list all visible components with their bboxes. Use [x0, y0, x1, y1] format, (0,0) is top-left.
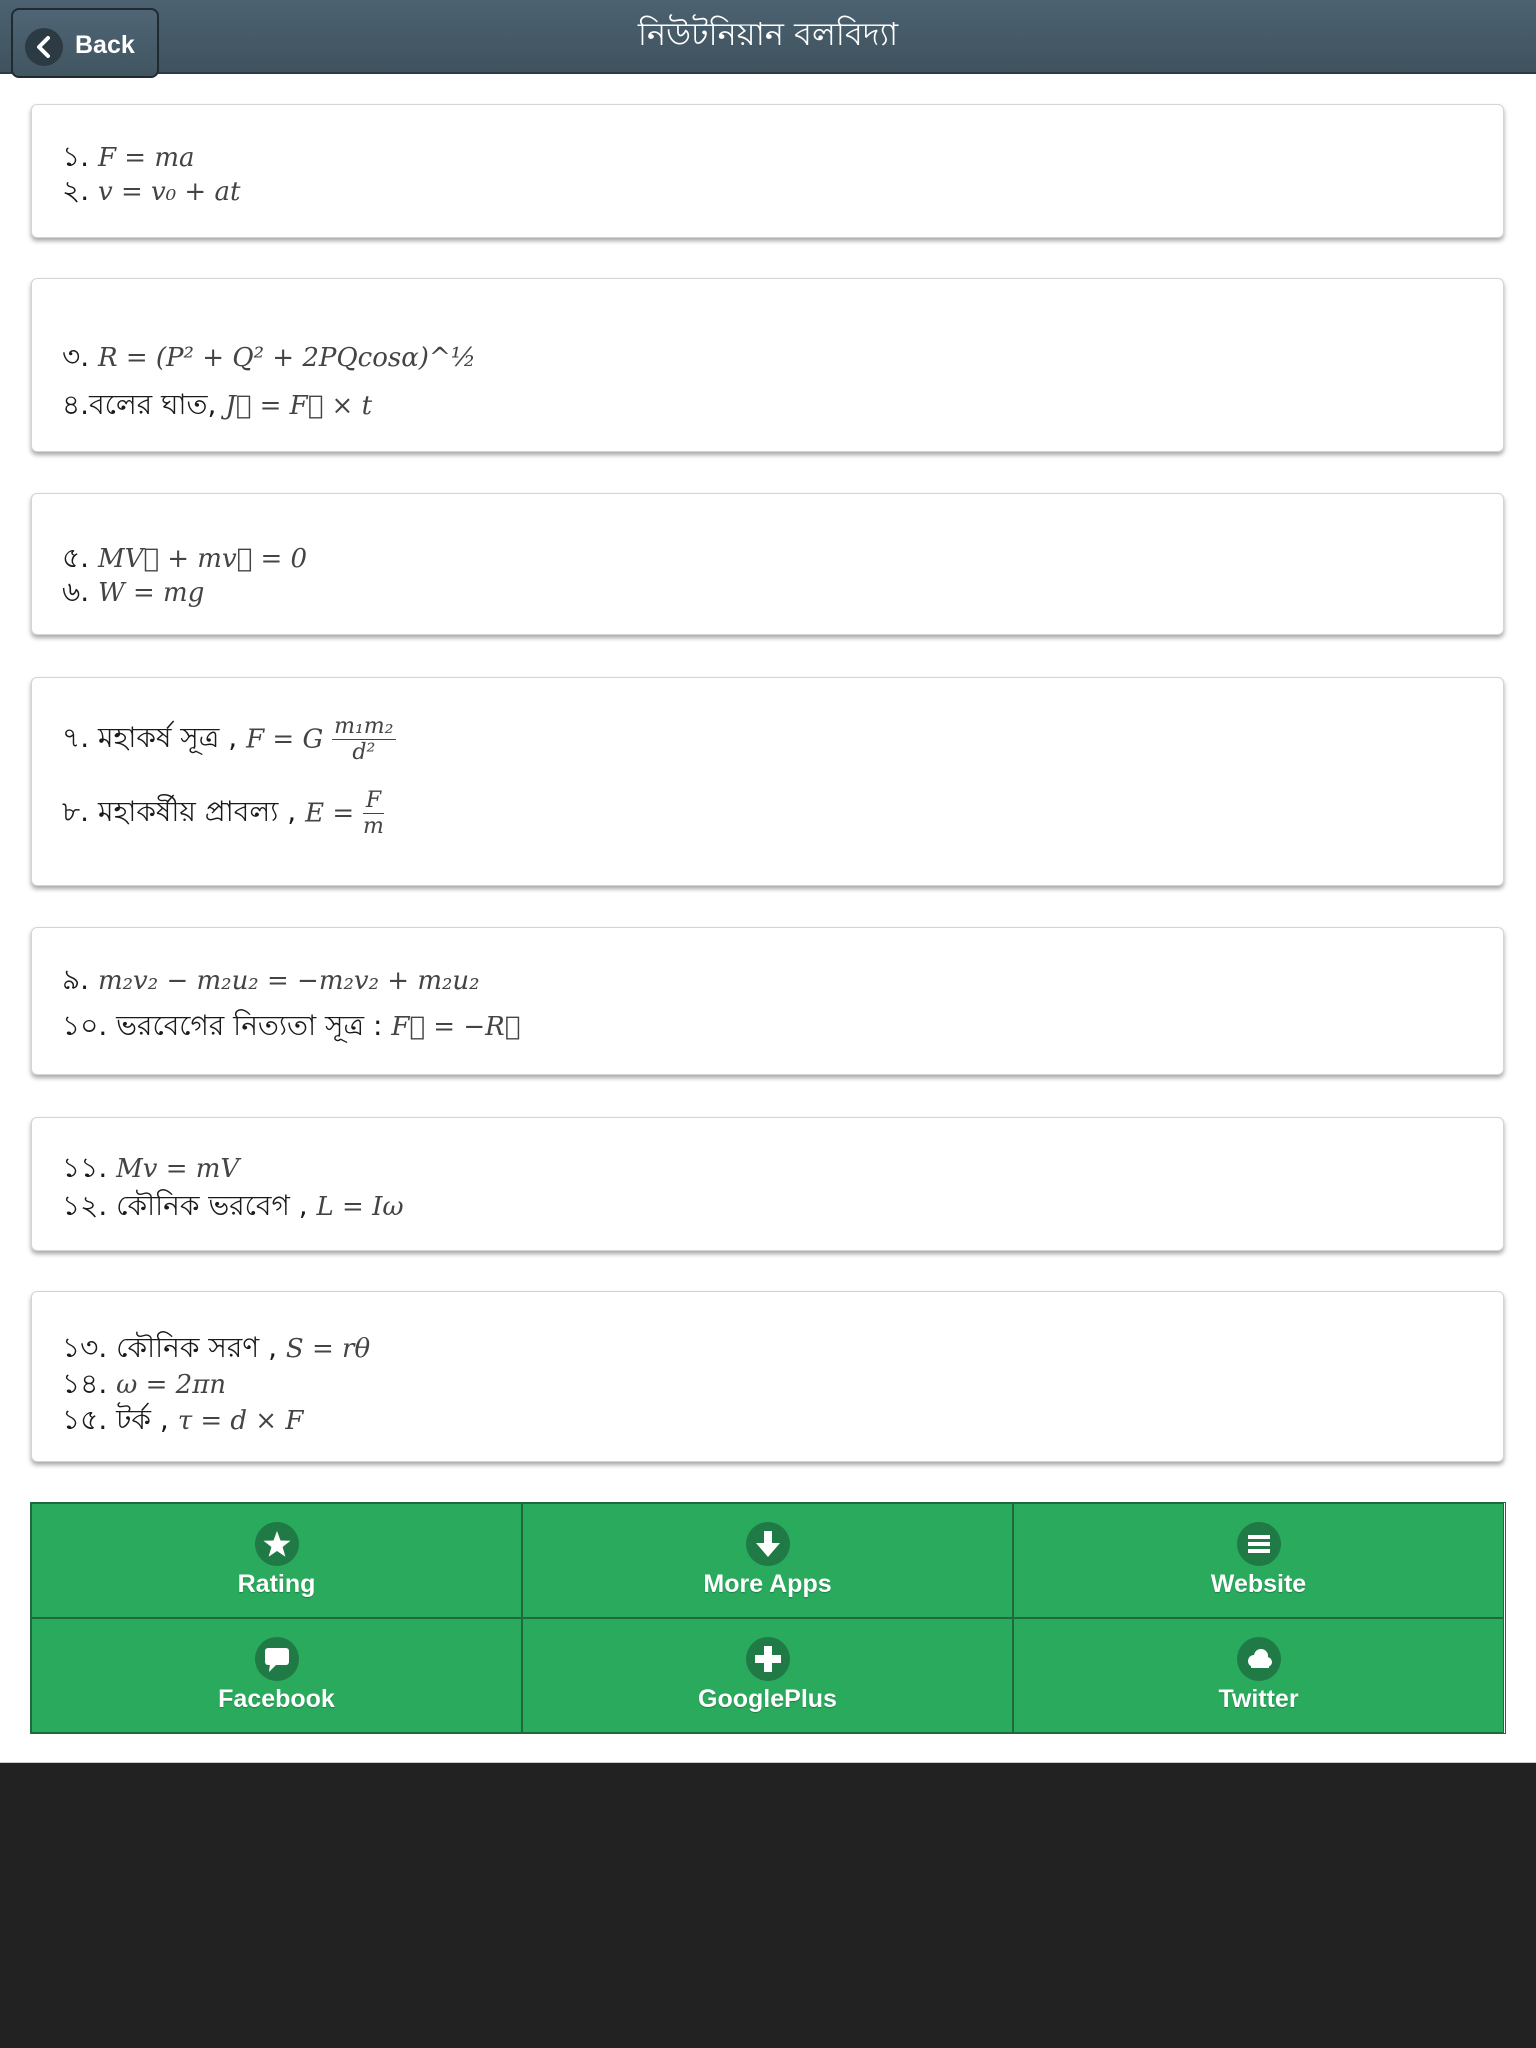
action-grid — [30, 1502, 1506, 1734]
formula-card-4 — [31, 677, 1504, 886]
formula-card-5 — [31, 927, 1504, 1075]
formula-card-7 — [31, 1291, 1504, 1462]
cloud-icon — [1237, 1637, 1281, 1681]
formula-line: ১. F = ma — [62, 140, 195, 173]
facebook-button[interactable]: Facebook — [31, 1618, 522, 1733]
formula-line: ৭. মহাকর্ষ সূত্র , F = G $\frac{\text{m₁m₂}}{\text{d²}}$ — [62, 714, 394, 765]
twitter-button[interactable]: Twitter — [1013, 1618, 1504, 1733]
formula-line: ৫. MV⃗ + mv⃗ = 0 — [62, 541, 308, 574]
more-apps-button[interactable]: More Apps — [522, 1503, 1013, 1618]
header-bar — [0, 0, 1536, 74]
formula-line: ৮. মহাকর্ষীয় প্রাবল্য , E = $\frac{F}{m}$ — [62, 788, 384, 839]
formula-line: ৬. W = mg — [62, 575, 205, 608]
formula-line: ১৩. কৌনিক সরণ , S = rθ — [62, 1331, 371, 1364]
website-button[interactable]: Website — [1013, 1503, 1504, 1618]
formula-line: ৯. m₂v₂ − m₂u₂ = −m₂v₂ + m₂u₂ — [62, 963, 480, 996]
formula-card-1 — [31, 104, 1504, 238]
formula-card-3 — [31, 493, 1504, 635]
formula-line: ১২. কৌনিক ভরবেগ , L = Iω — [62, 1189, 404, 1222]
plus-icon — [746, 1637, 790, 1681]
back-button-label: Back — [75, 31, 135, 59]
menu-icon — [1237, 1522, 1281, 1566]
formula-card-6 — [31, 1117, 1504, 1251]
googleplus-button[interactable]: GooglePlus — [522, 1618, 1013, 1733]
formula-line: ১০. ভরবেগের নিত্যতা সূত্র : F⃗ = −R⃗ — [62, 1009, 521, 1042]
chat-bubble-icon — [255, 1637, 299, 1681]
page-title: নিউটনিয়ান বলবিদ্যা — [637, 15, 899, 53]
star-icon — [255, 1522, 299, 1566]
rating-button[interactable]: Rating — [31, 1503, 522, 1618]
arrow-down-icon — [746, 1522, 790, 1566]
fraction: $\frac{\text{m₁m₂}}{\text{d²}}$ — [334, 714, 394, 765]
formula-line: ১৪. ω = 2πn — [62, 1367, 227, 1400]
formula-line: ১৫. টর্ক , τ = d × F — [62, 1403, 304, 1436]
formula-line: ৪.বলের ঘাত, J⃗ = F⃗ × t — [62, 388, 373, 421]
formula-line: ২. v = v₀ + at — [62, 174, 241, 207]
formula-line: ৩. R = (P² + Q² + 2PQcosα)^½ — [62, 340, 476, 373]
chevron-left-icon — [25, 28, 63, 66]
formula-line: ১১. Mv = mV — [62, 1151, 240, 1184]
formula-card-2 — [31, 278, 1504, 452]
back-button[interactable] — [11, 8, 159, 78]
fraction: $\frac{F}{m}$ — [363, 788, 384, 839]
